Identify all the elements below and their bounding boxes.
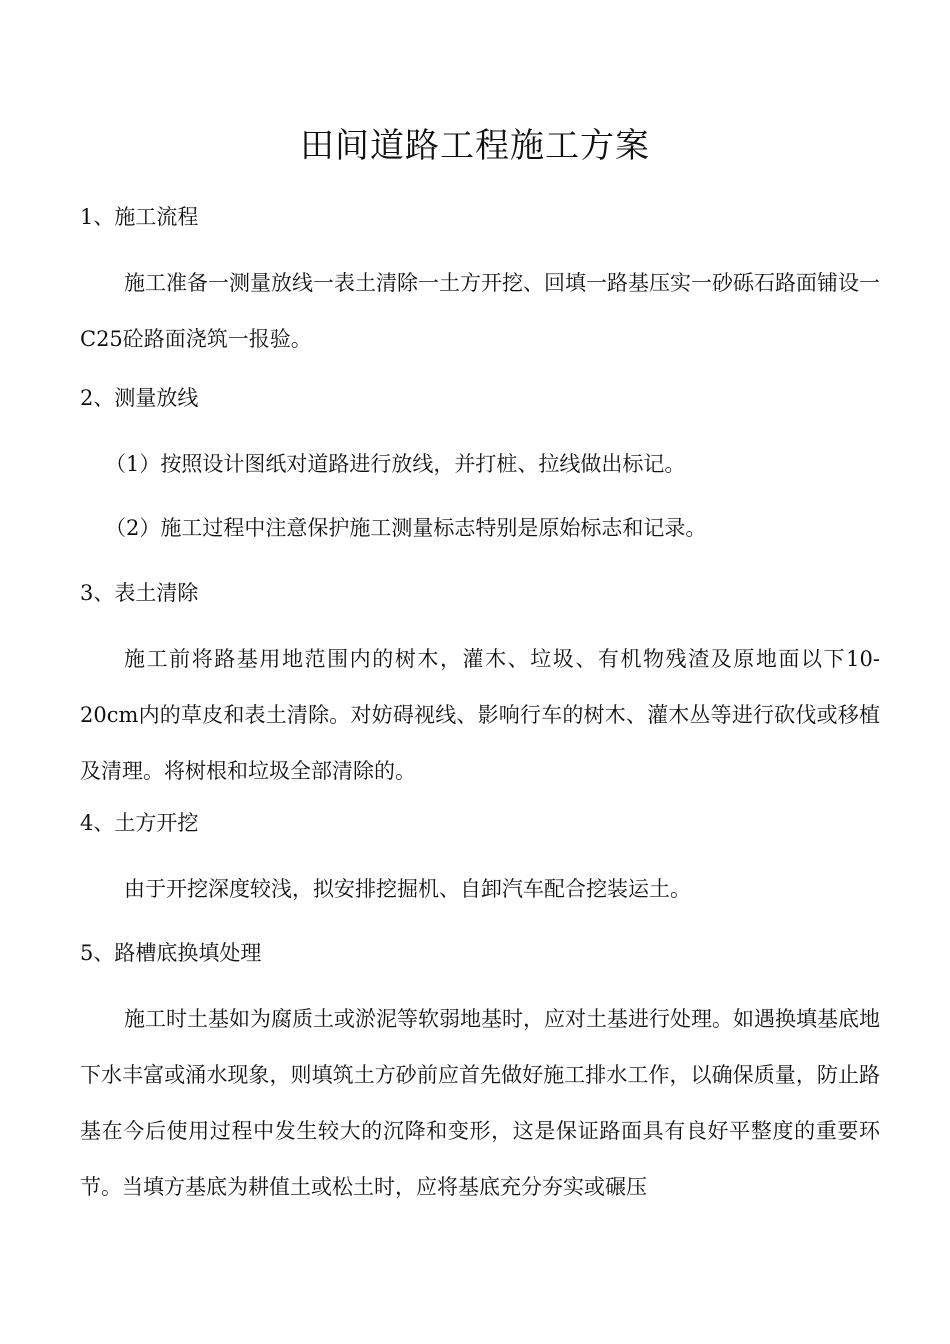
section-heading-3: 3、表土清除 bbox=[80, 581, 199, 605]
section-heading-4: 4、土方开挖 bbox=[80, 811, 199, 835]
document-title: 田间道路工程施工方案 bbox=[300, 126, 650, 166]
section-1-paragraph: 施工准备一测量放线一表土清除一土方开挖、回填一路基压实一砂砾石路面铺设一C25砼路面浇筑一报验。 bbox=[80, 271, 880, 351]
section-heading-1: 1、施工流程 bbox=[80, 205, 199, 229]
section-heading-5: 5、路槽底换填处理 bbox=[80, 941, 262, 965]
section-2-item-1: （1）按照设计图纸对道路进行放线，并打桩、拉线做出标记。 bbox=[105, 452, 686, 476]
section-4-paragraph: 由于开挖深度较浅，拟安排挖掘机、自卸汽车配合挖装运土。 bbox=[124, 877, 691, 901]
section-heading-2: 2、测量放线 bbox=[80, 386, 199, 410]
section-5-paragraph: 施工时土基如为腐质土或淤泥等软弱地基时，应对土基进行处理。如遇换填基底地下水丰富或涌水现象，则填筑土方砂前应首先做好施工排水工作，以确保质量，防止路基在今后使用过程中发生较大的沉降和变形，这是保证路面具有良好平整度的重要环节。当填方基底为耕值土或松土时，应将基底充分夯实或碾压 bbox=[80, 1007, 880, 1199]
section-3-paragraph: 施工前将路基用地范围内的树木，灌木、垃圾、有机物残渣及原地面以下10-20cm内的草皮和表土清除。对妨碍视线、影响行车的树木、灌木丛等进行砍伐或移植及清理。将树根和垃圾全部清除的。 bbox=[80, 647, 880, 783]
section-2-item-2: （2）施工过程中注意保护施工测量标志特别是原始标志和记录。 bbox=[105, 516, 707, 540]
